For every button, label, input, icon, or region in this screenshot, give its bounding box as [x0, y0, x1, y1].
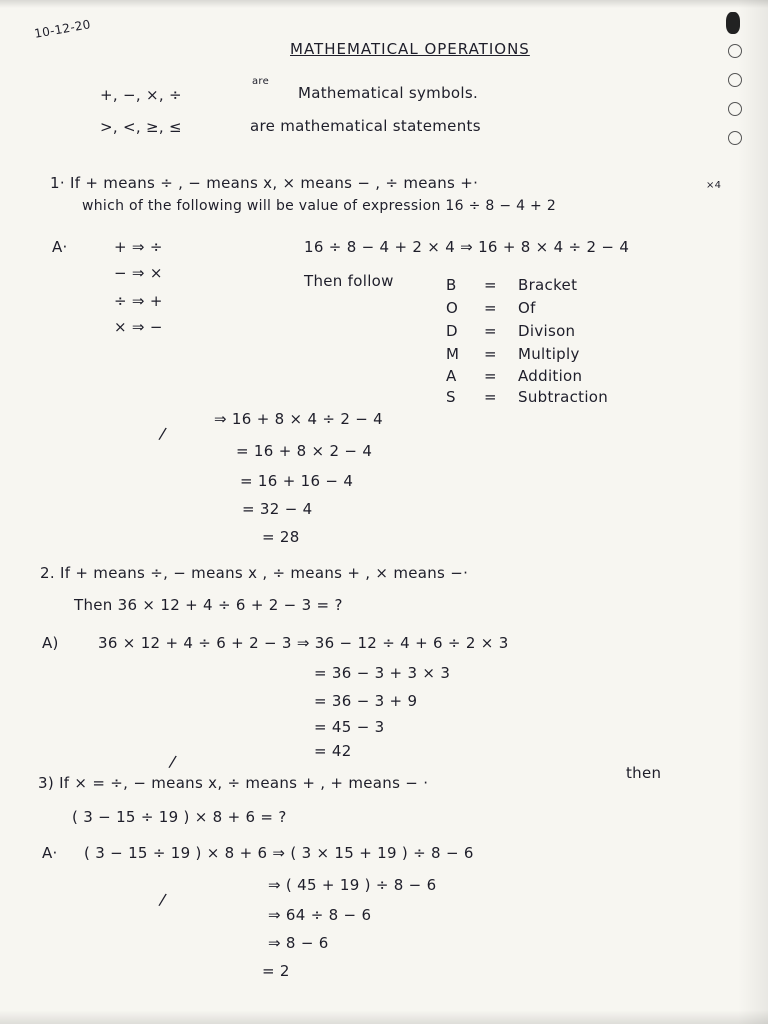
page-right-shadow: [738, 0, 768, 1024]
q1-line2: which of the following will be value of expression 16 ÷ 8 − 4 + 2: [82, 198, 557, 214]
tick-mark: /: [157, 889, 168, 910]
binder-mark: [726, 12, 740, 34]
q2-step-3: = 45 − 3: [314, 718, 385, 736]
bodmas-letter-o: O: [446, 299, 459, 317]
q1-mapping-2: − ⇒ ×: [114, 264, 163, 282]
q2-rewrite: 36 × 12 + 4 ÷ 6 + 2 − 3 ⇒ 36 − 12 ÷ 4 + 6 ÷ 2 × 3: [98, 634, 509, 652]
q1-mapping-1: + ⇒ ÷: [114, 238, 163, 256]
tick-mark: /: [167, 751, 178, 772]
symbols: +, −, ×, ÷: [100, 86, 182, 104]
q3-step-2: ⇒ 64 ÷ 8 − 6: [268, 906, 372, 924]
bodmas-equals: =: [484, 388, 497, 406]
q1-answer-label: A·: [52, 238, 68, 256]
bodmas-word-of: Of: [518, 299, 536, 317]
page-top-shadow: [0, 0, 768, 8]
q3-step-3: ⇒ 8 − 6: [268, 934, 329, 952]
q1-step-1: ⇒ 16 + 8 × 4 ÷ 2 − 4: [214, 410, 384, 428]
q1-superscript: ×4: [706, 180, 722, 191]
q1-mapping-3: ÷ ⇒ +: [114, 292, 163, 310]
bodmas-word-multiply: Multiply: [518, 345, 580, 363]
bodmas-letter-a: A: [446, 367, 457, 385]
q1-step-4: = 32 − 4: [242, 500, 313, 518]
q1-line1: 1· If + means ÷ , − means x, × means − , ÷ means +·: [50, 174, 479, 192]
date: 10-12-20: [33, 17, 92, 41]
bodmas-word-subtraction: Subtraction: [518, 388, 609, 406]
q3-answer-label: A·: [42, 844, 58, 862]
symbols-caption: Mathematical symbols.: [298, 84, 479, 102]
q1-then-follow: Then follow: [304, 272, 394, 290]
q3-rewrite: ( 3 − 15 ÷ 19 ) × 8 + 6 ⇒ ( 3 × 15 + 19 ) ÷ 8 − 6: [84, 844, 474, 862]
q1-mapping-4: × ⇒ −: [114, 318, 163, 336]
tick-mark: /: [157, 423, 168, 444]
q2-step-4: = 42: [314, 742, 352, 760]
q3-then: then: [626, 764, 662, 782]
binder-hole: [728, 102, 742, 116]
bodmas-letter-m: M: [446, 345, 460, 363]
q2-line1: 2. If + means ÷, − means x , ÷ means + , × means −·: [40, 564, 469, 582]
bodmas-letter-s: S: [446, 388, 456, 406]
bodmas-equals: =: [484, 345, 497, 363]
bodmas-word-division: Divison: [518, 322, 576, 340]
bodmas-equals: =: [484, 299, 497, 317]
q2-step-2: = 36 − 3 + 9: [314, 692, 418, 710]
q2-line2: Then 36 × 12 + 4 ÷ 6 + 2 − 3 = ?: [74, 596, 343, 614]
q1-step-3: = 16 + 16 − 4: [240, 472, 354, 490]
bodmas-equals: =: [484, 276, 497, 294]
q2-step-1: = 36 − 3 + 3 × 3: [314, 664, 451, 682]
bodmas-word-bracket: Bracket: [518, 276, 578, 294]
q3-step-4: = 2: [262, 962, 290, 980]
q3-line1: 3) If × = ÷, − means x, ÷ means + , + means − ·: [38, 774, 429, 792]
binder-hole: [728, 73, 742, 87]
page-bottom-shadow: [0, 1010, 768, 1024]
q1-step-2: = 16 + 8 × 2 − 4: [236, 442, 373, 460]
statement-symbols: >, <, ≥, ≤: [100, 118, 182, 136]
q1-rewrite: 16 ÷ 8 − 4 + 2 × 4 ⇒ 16 + 8 × 4 ÷ 2 − 4: [304, 238, 630, 256]
binder-hole: [728, 131, 742, 145]
q2-answer-label: A): [42, 634, 59, 652]
bodmas-letter-b: B: [446, 276, 457, 294]
are-label: are: [252, 76, 270, 87]
page-title: MATHEMATICAL OPERATIONS: [290, 40, 530, 58]
q3-line2: ( 3 − 15 ÷ 19 ) × 8 + 6 = ?: [72, 808, 287, 826]
binder-holes: [728, 44, 742, 160]
bodmas-equals: =: [484, 322, 497, 340]
binder-hole: [728, 44, 742, 58]
statements-caption: are mathematical statements: [250, 117, 481, 135]
bodmas-equals: =: [484, 367, 497, 385]
bodmas-word-addition: Addition: [518, 367, 583, 385]
q1-step-5: = 28: [262, 528, 300, 546]
q3-step-1: ⇒ ( 45 + 19 ) ÷ 8 − 6: [268, 876, 437, 894]
bodmas-letter-d: D: [446, 322, 458, 340]
